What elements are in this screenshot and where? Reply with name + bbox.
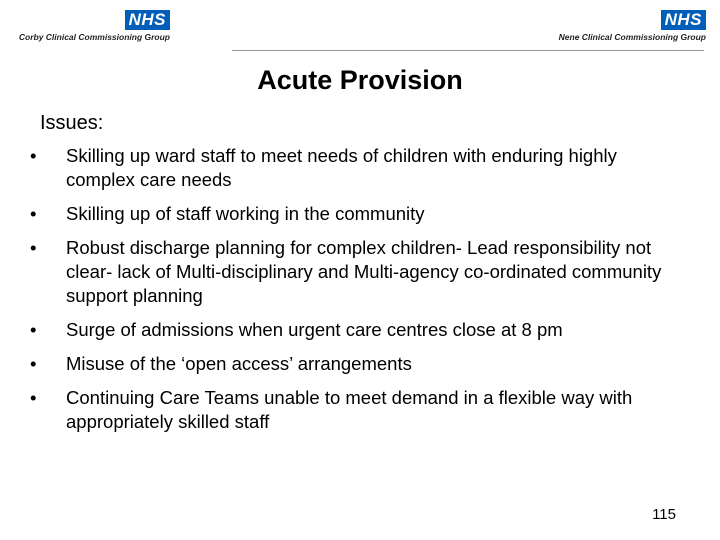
issue-text: Skilling up of staff working in the community — [66, 203, 425, 225]
issue-text: Robust discharge planning for complex children- Lead responsibility not clear- lack of Multi-disciplinary and Multi-agency co-ordinated community support planning — [66, 236, 662, 307]
issue-item — [30, 202, 680, 226]
slide-title: Acute Provision — [257, 65, 463, 95]
corby-ccg-logo — [14, 10, 170, 42]
page-number: 115 — [652, 506, 676, 523]
nene-ccg-name: Nene Clinical Commissioning Group — [558, 32, 706, 42]
nhs-badge-right: NHS — [661, 10, 706, 30]
bullet-icon: • — [30, 319, 37, 341]
issue-text: Surge of admissions when urgent care centres close at 8 pm — [66, 319, 563, 341]
bullet-icon: • — [30, 353, 37, 375]
issue-item — [30, 352, 680, 376]
bullet-icon: • — [30, 386, 37, 408]
bullet-icon: • — [30, 203, 37, 225]
issue-text: Misuse of the ‘open access’ arrangements — [66, 353, 412, 375]
issue-item — [30, 144, 680, 193]
nhs-badge-left: NHS — [125, 10, 170, 30]
nene-ccg-logo — [546, 10, 706, 42]
issue-item — [30, 236, 680, 309]
issue-item — [30, 386, 680, 435]
issue-text: Skilling up ward staff to meet needs of children with enduring highly complex care needs — [66, 145, 617, 191]
issues-list — [30, 144, 680, 444]
issues-label: Issues: — [40, 112, 104, 134]
issue-text: Continuing Care Teams unable to meet demand in a flexible way with appropriately skilled staff — [66, 386, 633, 433]
corby-ccg-name: Corby Clinical Commissioning Group — [18, 32, 170, 42]
bullet-icon: • — [30, 236, 37, 258]
header-divider — [232, 50, 704, 51]
bullet-icon: • — [30, 145, 37, 166]
issue-item — [30, 318, 680, 342]
